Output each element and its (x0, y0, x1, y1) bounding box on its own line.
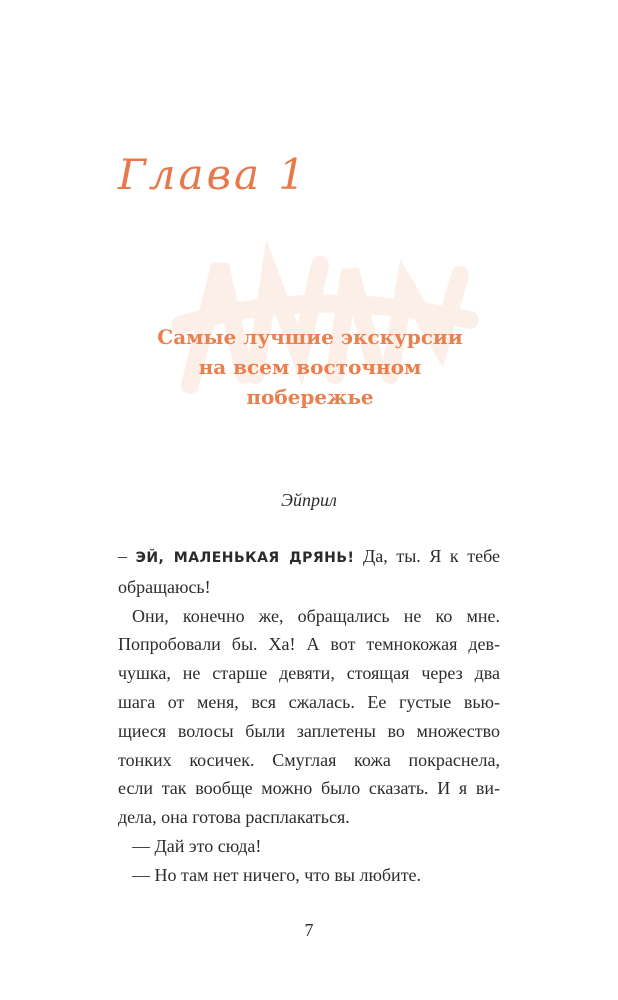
paragraph-line (118, 542, 500, 573)
dialogue-text: — Но там нет ничего, что вы любите. (132, 864, 422, 885)
dialogue-line (118, 832, 500, 861)
chapter-title (100, 322, 520, 412)
paragraph-line: щиеся волосы были заплетены во множество (118, 720, 500, 741)
paragraph-text: Они, конечно же, обращались не ко мне. (132, 605, 500, 626)
dialogue-text: — Дай это сюда! (132, 835, 262, 856)
dash: – (118, 546, 127, 566)
narrator-name: Эйприл (281, 490, 337, 510)
page-number: 7 (304, 920, 314, 940)
paragraph-line: дела, она готова расплакаться. (118, 807, 350, 828)
paragraph-line: Попробовали бы. Ха! А вот темнокожая дев- (118, 634, 500, 655)
paragraph-line: обращаюсь! (118, 576, 211, 597)
chapter-title-line: Самые лучшие экскурсии (157, 325, 463, 349)
chapter-title-line: на всем восточном (198, 355, 422, 379)
small-caps-phrase: ЭЙ, МАЛЕНЬКАЯ ДРЯНЬ! (135, 550, 355, 566)
paragraph-line: тонких косичек. Смуглая кожа покраснела, (118, 749, 500, 770)
paragraph-line: шага от меня, вся сжалась. Ее густые вью- (118, 691, 500, 712)
chapter-heading: Глава 1 (118, 150, 309, 199)
paragraph-line: чушка, не старше девяти, стоящая через два (118, 663, 500, 684)
paragraph-text: Да, ты. Я к тебе (363, 546, 500, 566)
chapter-title-line: побережье (246, 385, 374, 409)
paragraph-line (118, 602, 500, 631)
dialogue-line (118, 861, 500, 890)
paragraph-line: если так вообще можно было сказать. И я ви- (118, 778, 500, 799)
body-text (118, 542, 500, 890)
